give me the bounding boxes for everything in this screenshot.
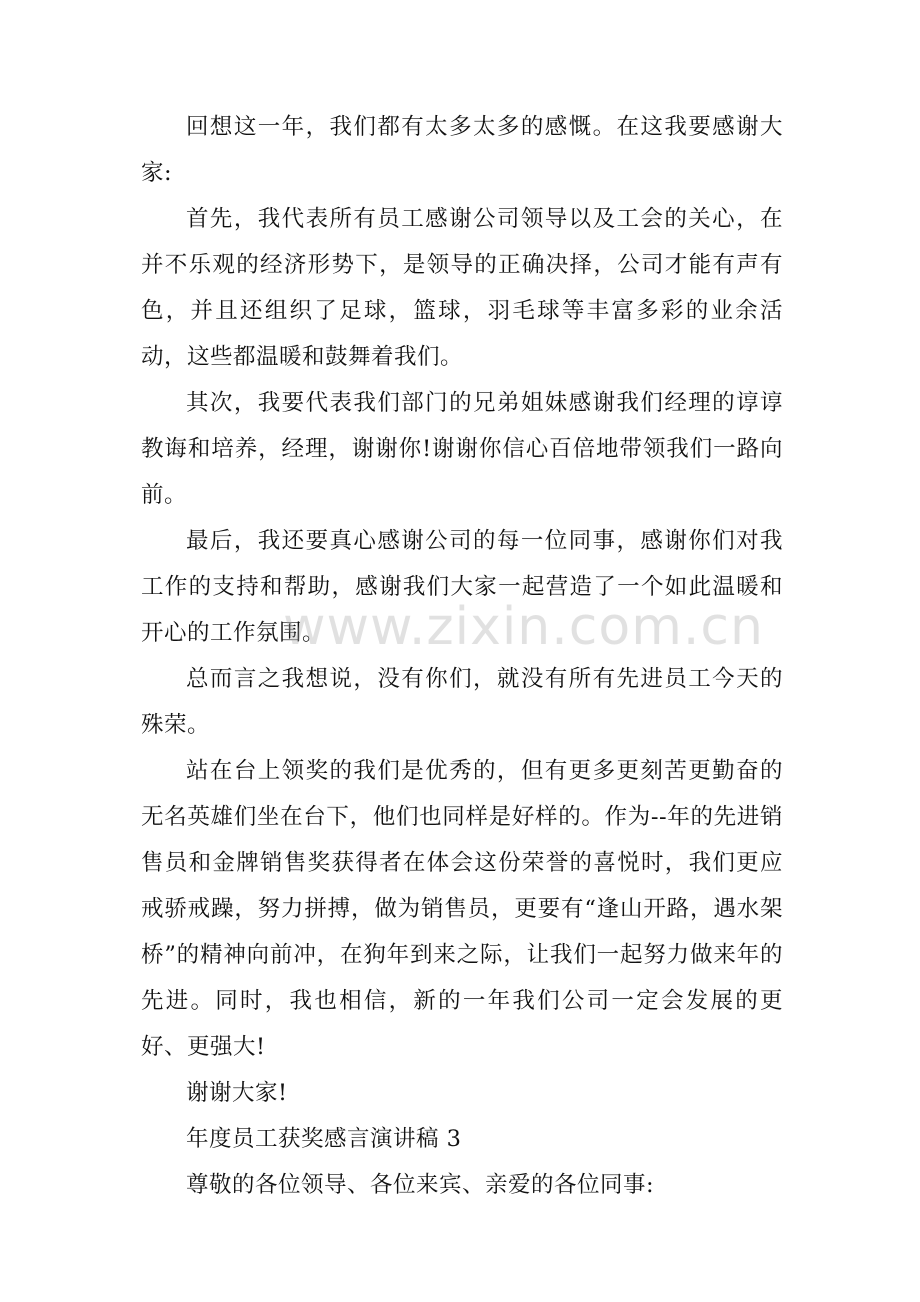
paragraph-thanks-intro: 回想这一年，我们都有太多太多的感慨。在这我要感谢大家: (141, 114, 783, 186)
paragraph-salutation: 尊敬的各位领导、各位来宾、亲爱的各位同事: (186, 1172, 655, 1198)
paragraph-closing-thanks: 谢谢大家! (186, 1080, 288, 1106)
paragraph-summary: 总而言之我想说，没有你们，就没有所有先进员工今天的殊荣。 (141, 666, 783, 738)
document-body (141, 104, 783, 1208)
section-heading: 年度员工获奖感言演讲稿 3 (186, 1126, 462, 1152)
paragraph-award-reflection: 站在台上领奖的我们是优秀的，但有更多更刻苦更勤奋的无名英雄们坐在台下，他们也同样是好样的。作为--年的先进销售员和金牌销售奖获得者在体会这份荣誉的喜悦时，我们更应戒骄戒躁，努力拼搏，做为销售员，更要有“逢山开路，遇水架桥”的精神向前冲，在狗年到来之际，让我们一起努力做来年的先进。同时，我也相信，新的一年我们公司一定会发展的更好、更强大! (141, 758, 783, 1060)
paragraph-thanks-colleagues: 最后，我还要真心感谢公司的每一位同事，感谢你们对我工作的支持和帮助，感谢我们大家一起营造了一个如此温暖和开心的工作氛围。 (141, 528, 783, 646)
paragraph-thanks-leadership: 首先，我代表所有员工感谢公司领导以及工会的关心，在并不乐观的经济形势下，是领导的正确决择，公司才能有声有色，并且还组织了足球，篮球，羽毛球等丰富多彩的业余活动，这些都温暖和鼓舞着我们。 (141, 206, 783, 370)
paragraph-thanks-manager: 其次，我要代表我们部门的兄弟姐妹感谢我们经理的谆谆教诲和培养，经理，谢谢你!谢谢你信心百倍地带领我们一路向前。 (141, 390, 783, 508)
site-watermark: www.zixin.com.cn (283, 597, 764, 657)
